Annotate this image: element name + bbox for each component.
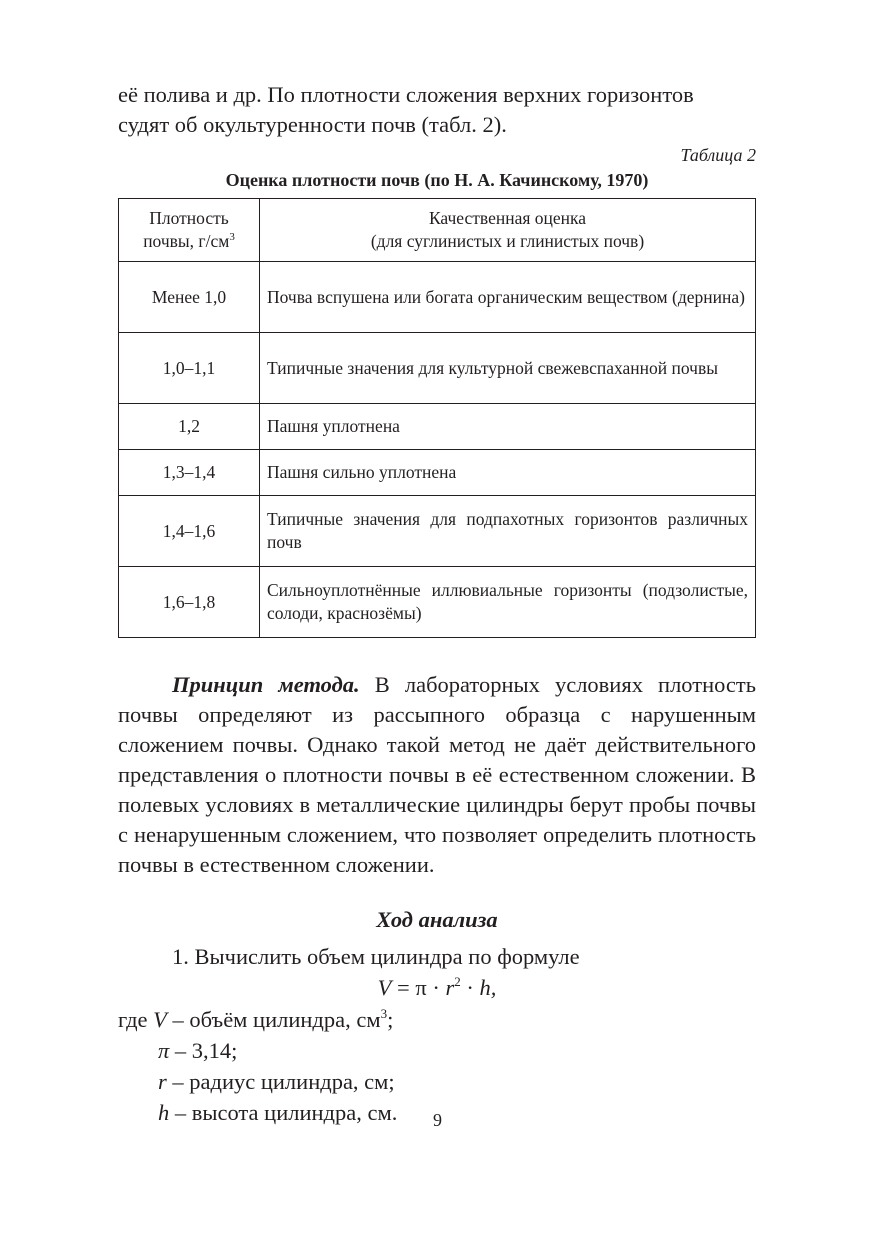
table-title: Оценка плотности почв (по Н. А. Качинскому, 1970) [225, 170, 649, 190]
table-number: Таблица 2 [680, 145, 756, 165]
density-cell: 1,0–1,1 [119, 333, 260, 404]
section-heading: Ход анализа [376, 907, 498, 932]
assessment-cell: Сильноуплотнённые иллювиальные горизонты (подзолистые, солоди, краснозёмы) [260, 567, 756, 638]
density-cell: 1,2 [119, 404, 260, 450]
page-number: 9 [433, 1110, 442, 1130]
table-row [119, 262, 756, 333]
assessment-cell: Типичные значения для культурной свежевспаханной почвы [260, 333, 756, 404]
principle-label: Принцип метода. [172, 672, 360, 697]
principle-text: В лабораторных условиях плотность почвы определяют из рассыпного образца с нарушенным сложением почвы. Однако такой метод не даёт действительного представления о плотности почвы в её естественном сложении. В полевых условиях в металлические цилиндры берут пробы почвы с ненарушенным сложением, что позволяет определить плотность почвы в естественном сложении. [118, 672, 757, 877]
header-density: Плотность почвы, $г/см^3$ [119, 199, 260, 262]
step-1: 1. Вычислить объем цилиндра по формуле [172, 944, 580, 969]
table-row [119, 496, 756, 567]
intro-line-2: судят об окультуренности почв (табл. 2). [118, 112, 507, 137]
header-assessment: Качественная оценка (для суглинистых и глинистых почв) [260, 199, 756, 262]
density-cell: 1,4–1,6 [119, 496, 260, 567]
density-table [118, 198, 756, 638]
density-cell: Менее 1,0 [119, 262, 260, 333]
definition-r: r – радиус цилиндра, см; [158, 1069, 395, 1094]
volume-formula: $V = \pi \cdot r^2 \cdot h$, [377, 974, 497, 1000]
intro-line-1: её полива и др. По плотности сложения верхних горизонтов [118, 82, 694, 107]
page-content [118, 80, 756, 1128]
assessment-cell: Типичные значения для подпахотных горизонтов различных почв [260, 496, 756, 567]
density-cell: 1,6–1,8 [119, 567, 260, 638]
table-row [119, 333, 756, 404]
assessment-cell: Пашня сильно уплотнена [260, 450, 756, 496]
definition-v: где V – объём цилиндра, $см^3$; [118, 1006, 394, 1032]
assessment-cell: Почва вспушена или богата органическим веществом (дернина) [260, 262, 756, 333]
table-row [119, 567, 756, 638]
table-row [119, 404, 756, 450]
table-header-row [119, 199, 756, 262]
definition-h: h – высота цилиндра, см. [158, 1100, 398, 1125]
table-row [119, 450, 756, 496]
definition-pi: π – 3,14; [158, 1038, 238, 1063]
density-cell: 1,3–1,4 [119, 450, 260, 496]
intro-paragraph [118, 80, 756, 140]
assessment-cell: Пашня уплотнена [260, 404, 756, 450]
principle-paragraph [118, 670, 756, 880]
